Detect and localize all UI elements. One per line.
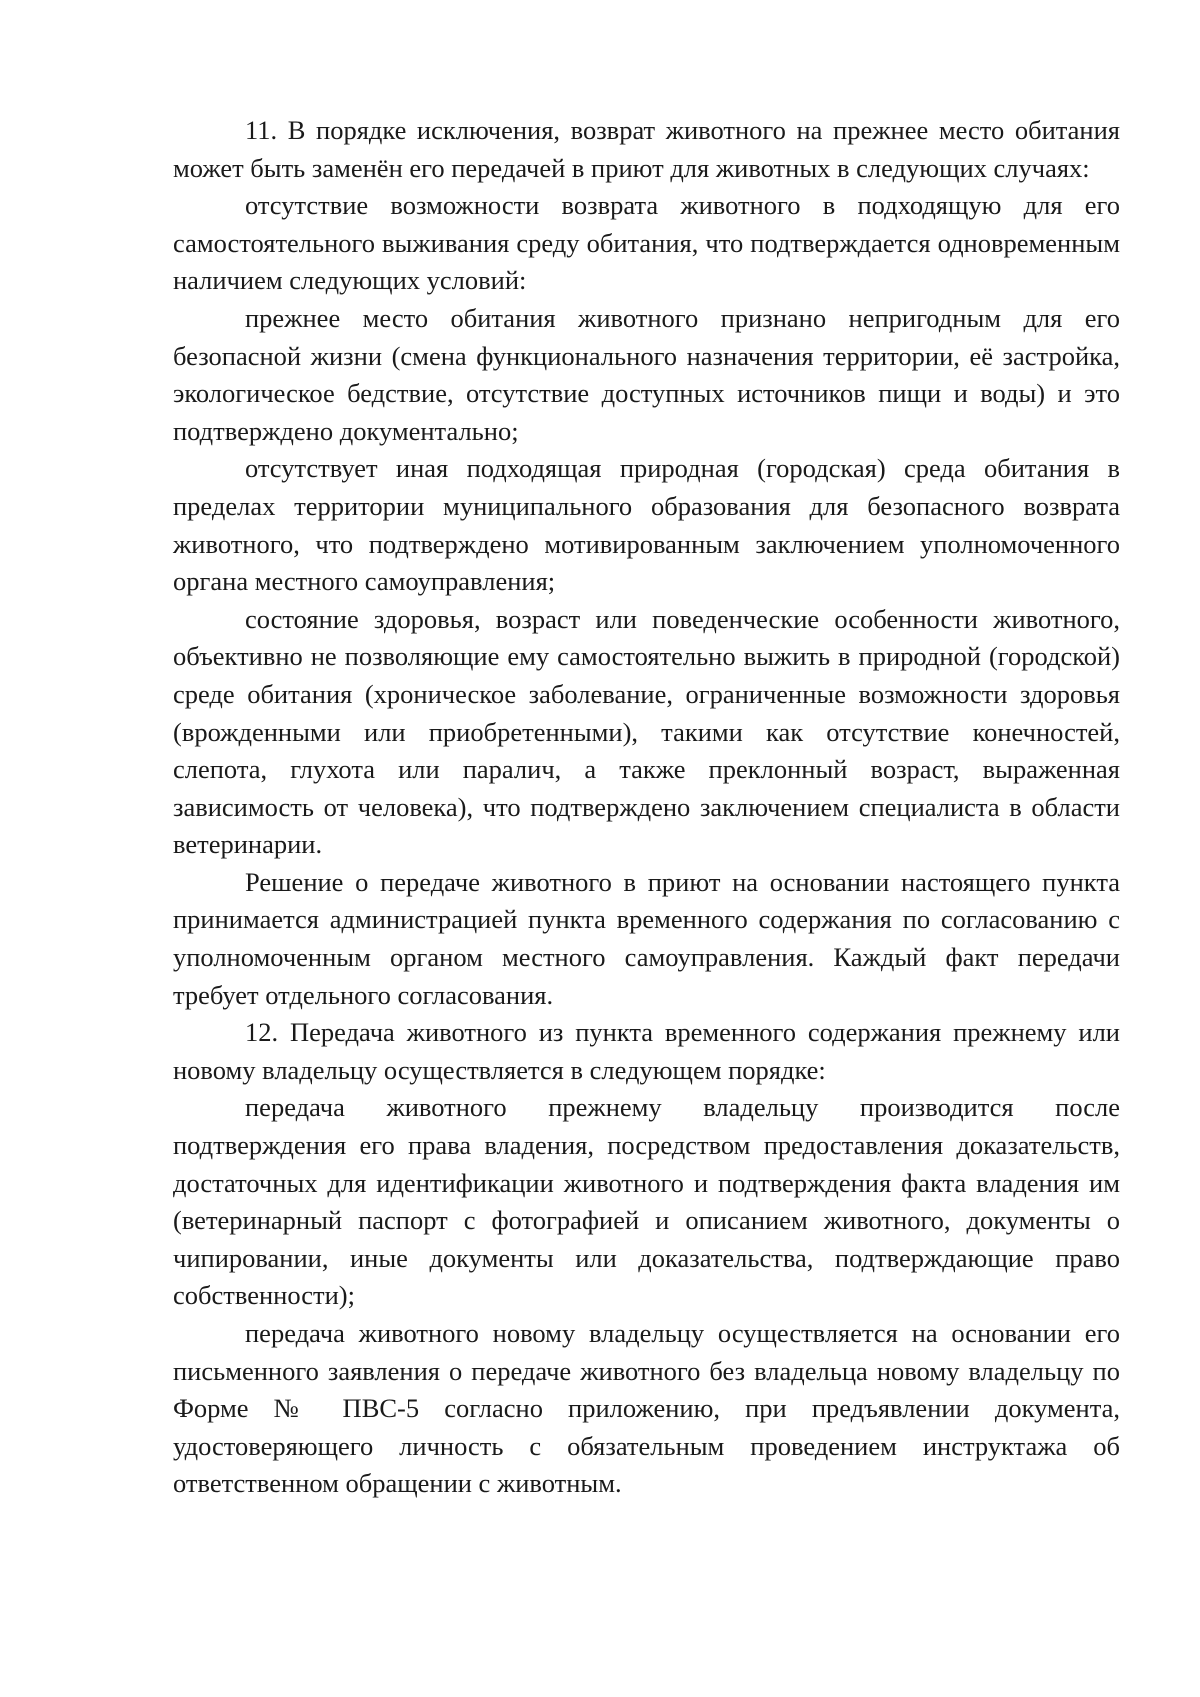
paragraph-health-condition: состояние здоровья, возраст или поведенческие особенности животного, объективно не позволяющие ему самостоятельно выжить в природной (городской) среде обитания (хроническое заболевание, ограниченные возможности здоровья (врожденными или приобретенными), такими как отсутствие конечностей, слепота, глухота или паралич, а также преклонный возраст, выраженная зависимость от человека), что подтверждено заключением специалиста в области ветеринарии. xyxy=(173,603,1120,860)
paragraph-former-owner: передача животного прежнему владельцу производится после подтверждения его права владения, посредством предоставления доказательств, достаточных для идентификации животного и подтверждения факта владения им (ветеринарный паспорт с фотографией и описанием животного, документы о чипировании, иные документы или доказательства, подтверждающие право собственности); xyxy=(173,1092,1120,1311)
paragraph-new-owner: передача животного новому владельцу осуществляется на основании его письменного заявления о передаче животного без владельца новому владельцу по Форме № ПВС-5 согласно приложению, при предъявлении документа, удостоверяющего личность с обязательным проведением инструктажа об ответственном обращении с животным. xyxy=(173,1318,1120,1499)
paragraph-12-intro: 12. Передача животного из пункта временного содержания прежнему или новому владельцу осуществляется в следующем порядке: xyxy=(173,1017,1120,1085)
paragraph-habitat-unsuitable: прежнее место обитания животного признано непригодным для его безопасной жизни (смена функционального назначения территории, её застройка, экологическое бедствие, отсутствие доступных источников пищи и воды) и это подтверждено документально; xyxy=(173,302,1120,446)
document-body xyxy=(173,112,1120,1503)
paragraph-11-intro: 11. В порядке исключения, возврат животного на прежнее место обитания может быть заменён его передачей в приют для животных в следующих случаях: xyxy=(173,115,1120,183)
paragraph-shelter-decision: Решение о передаче животного в приют на основании настоящего пункта принимается администрацией пункта временного содержания по согласованию с уполномоченным органом местного самоуправления. Каждый факт передачи требует отдельного согласования. xyxy=(173,866,1120,1010)
paragraph-no-alternative-habitat: отсутствует иная подходящая природная (городская) среда обитания в пределах территории муниципального образования для безопасного возврата животного, что подтверждено мотивированным заключением уполномоченного органа местного самоуправления; xyxy=(173,453,1120,597)
paragraph-no-return-possibility: отсутствие возможности возврата животного в подходящую для его самостоятельного выживания среду обитания, что подтверждается одновременным наличием следующих условий: xyxy=(173,190,1120,296)
